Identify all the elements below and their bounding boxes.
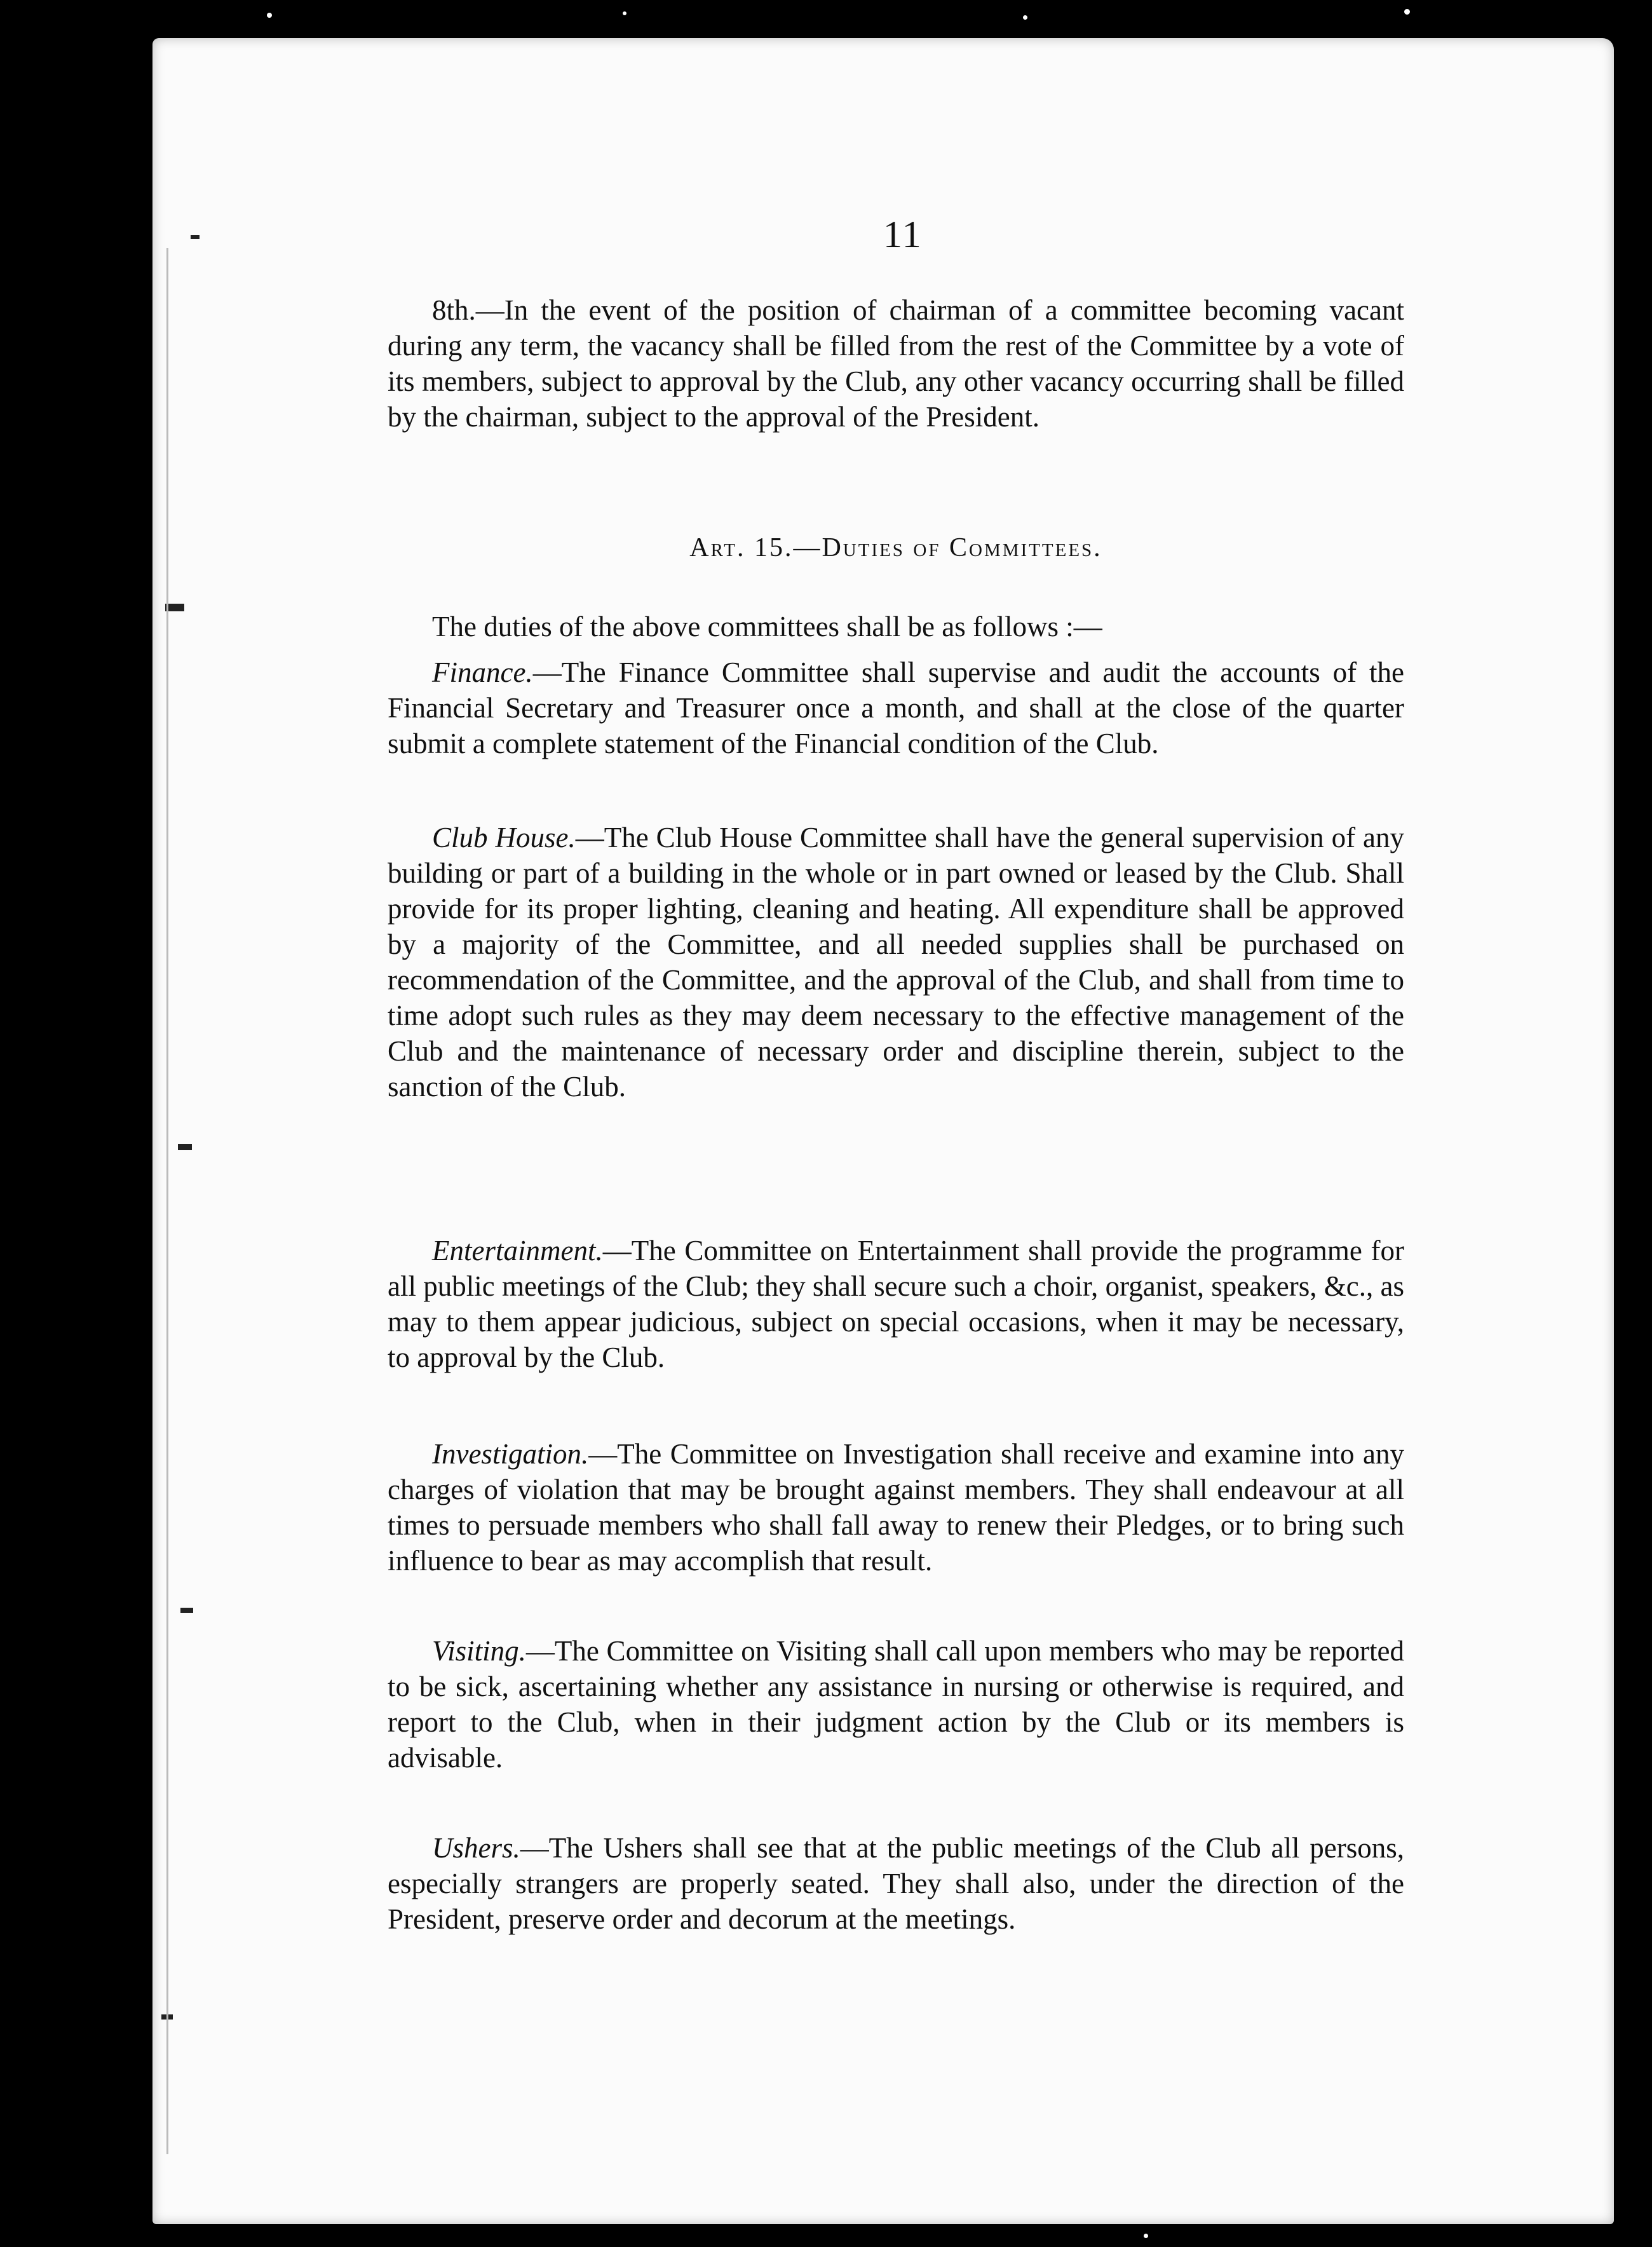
duty-club-house (388, 820, 1404, 1104)
binding-mark (180, 1608, 193, 1613)
duty-finance (388, 655, 1404, 761)
duty-text: —The Club House Committee shall have the general supervision of any building or part of a building in the whole or in part owned or leased by the Club. Shall provide for its proper lighting, cleaning and heating. All expenditure shall be approved by a majority of the Committee, and all needed supplies shall be purchased on recommendation of the Committee, and the approval of the Club, and shall from time to time adopt such rules as they may deem necessary to the effective management of the Club and the maintenance of necessary order and discipline therein, subject to the sanction of the Club. (388, 822, 1405, 1103)
page-number: 11 (883, 214, 923, 255)
duty-term: Visiting. (432, 1635, 526, 1667)
binding-mark (191, 235, 200, 239)
gutter-line (166, 248, 168, 2154)
duty-entertainment (388, 1233, 1404, 1375)
duty-text: —The Committee on Investigation shall receive and examine into any charges of violation that may be brought against members. They shall endeavour at all times to persuade members who shall fall away to renew their Pledges, or to bring such influence to bear as may accomplish that result. (388, 1438, 1404, 1577)
duty-investigation (388, 1436, 1404, 1578)
duty-ushers (388, 1830, 1404, 1937)
duty-term: Finance. (432, 656, 533, 688)
duty-text: —The Ushers shall see that at the public meetings of the Club all persons, especially strangers are properly seated. They shall also, under the direction of the President, preserve order and decorum at the meetings. (388, 1832, 1404, 1935)
scan-speck (1144, 2234, 1148, 2238)
scan-speck (1404, 9, 1410, 15)
duty-text: —The Committee on Entertainment shall provide the programme for all public meetings of the Club; they shall secure such a choir, organist, speakers, &c., as may to them appear judicious, subject on special occasions, when it may be necessary, to approval by the Club. (388, 1235, 1404, 1373)
duty-text: —The Finance Committee shall supervise and audit the accounts of the Financial Secretary and Treasurer once a month, and shall at the close of the quarter submit a complete statement of the Financial condition of the Club. (388, 656, 1404, 759)
scan-speck (623, 11, 626, 15)
duty-term: Investigation. (432, 1438, 589, 1470)
duty-term: Entertainment. (432, 1235, 603, 1266)
binding-mark (178, 1144, 192, 1150)
section-8th-paragraph: 8th.—In the event of the position of chairman of a committee becoming vacant during any term, the vacancy shall be filled from the rest of the Committee by a vote of its members, subject to approval by the Club, any other vacancy occurring shall be filled by the chairman, subject to the approval of the President. (388, 294, 1404, 433)
duty-term: Club House. (432, 822, 576, 853)
scan-speck (1023, 15, 1027, 20)
duty-text: —The Committee on Visiting shall call upon members who may be reported to be sick, ascertaining whether any assistance in nursing or otherwise is required, and report to the Club, when in their judgment action by the Club or its members is advisable. (388, 1635, 1404, 1774)
duty-term: Ushers. (432, 1832, 520, 1864)
scan-speck (267, 13, 272, 18)
duty-visiting (388, 1633, 1404, 1775)
article-heading: Art. 15.—Duties of Committees. (689, 533, 1102, 562)
article-intro: The duties of the above committees shall be as follows :— (432, 611, 1102, 642)
